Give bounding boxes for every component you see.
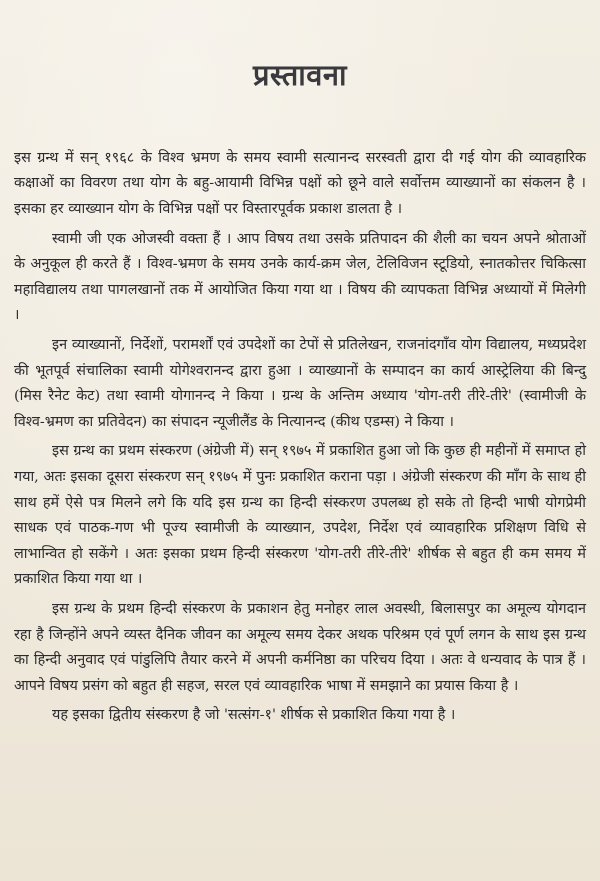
paragraph-6: यह इसका द्वितीय संस्करण है जो 'सत्संग-१' शीर्षक से प्रकाशित किया गया है । <box>52 707 456 724</box>
paragraph-1: इस ग्रन्थ में सन् १९६८ के विश्व भ्रमण के समय स्वामी सत्यानन्द सरस्वती द्वारा दी गई योग की व्यावहारिक कक्षाओं का विवरण तथा योग के बहु-आयामी विभिन्न पक्षों को छूने वाले सर्वोत्तम व्याख्यानों का संकलन है । इसका हर व्याख्यान योग के विभिन्न पक्षों पर विस्तारपूर्वक प्रकाश डालता है । <box>14 149 586 218</box>
paragraph-4: इस ग्रन्थ का प्रथम संस्करण (अंग्रेजी में) सन् १९७५ में प्रकाशित हुआ जो कि कुछ ही महीनों में समाप्त हो गया, अतः इसका दूसरा संस्करण सन् १९७५ में पुनः प्रकाशित कराना पड़ा । अंग्रेजी संस्करण की माँग के साथ ही साथ हमें ऐसे पत्र मिलने लगे कि यदि इस ग्रन्थ का हिन्दी संस्करण उपलब्ध हो सके तो हिन्दी भाषी योगप्रेमी साधक एवं पाठक-गण भी पूज्य स्वामीजी के व्याख्यान, उपदेश, निर्देश एवं व्यावहारिक प्रशिक्षण विधि से लाभान्वित हो सकेंगे । अतः इसका प्रथम हिन्दी संस्करण 'योग-तरी तीरे-तीरे' शीर्षक से बहुत ही कम समय में प्रकाशित किया गया था । <box>14 443 586 588</box>
page-title: प्रस्तावना <box>252 58 348 92</box>
paragraph-5: इस ग्रन्थ के प्रथम हिन्दी संस्करण के प्रकाशन हेतु मनोहर लाल अवस्थी, बिलासपुर का अमूल्य योगदान रहा है जिन्होंने अपने व्यस्त दैनिक जीवन का अमूल्य समय देकर अथक परिश्रम एवं पूर्ण लगन के साथ इस ग्रन्थ का हिन्दी अनुवाद एवं पांडुलिपि तैयार करने में अपनी कर्मनिष्ठा का परिचय दिया । अतः वे धन्यवाद के पात्र हैं । आपने विषय प्रसंग को बहुत ही सहज, सरल एवं व्यावहारिक भाषा में समझाने का प्रयास किया है । <box>14 600 586 694</box>
paragraph-2: स्वामी जी एक ओजस्वी वक्ता हैं । आप विषय तथा उसके प्रतिपादन की शैली का चयन अपने श्रोताओं के अनुकूल ही करते हैं । विश्व-भ्रमण के समय उनके कार्य-क्रम जेल, टेलिविजन स्टूडियो, स्नातकोत्तर चिकित्सा महाविद्यालय तथा पागलखानों तक में आयोजित किया गया था । विषय की व्यापकता विभिन्न अध्यायों में मिलेगी । <box>14 230 586 324</box>
paragraph-3: इन व्याख्यानों, निर्देशों, परामर्शों एवं उपदेशों का टेपों से प्रतिलेखन, राजनांदगाँव योग विद्यालय, मध्यप्रदेश की भूतपूर्व संचालिका स्वामी योगेश्वरानन्द द्वारा हुआ । व्याख्यानों के सम्पादन का कार्य आस्ट्रेलिया की बिन्दु (मिस रैनेट केट) तथा स्वामी योगानन्द ने किया । ग्रन्थ के अन्तिम अध्याय 'योग-तरी तीरे-तीरे' (स्वामीजी के विश्व-भ्रमण का प्रतिवेदन) का संपादन न्यूजीलैंड के नित्यानन्द (कीथ एडम्स) ने किया । <box>14 337 586 430</box>
title-wrap <box>14 60 586 92</box>
